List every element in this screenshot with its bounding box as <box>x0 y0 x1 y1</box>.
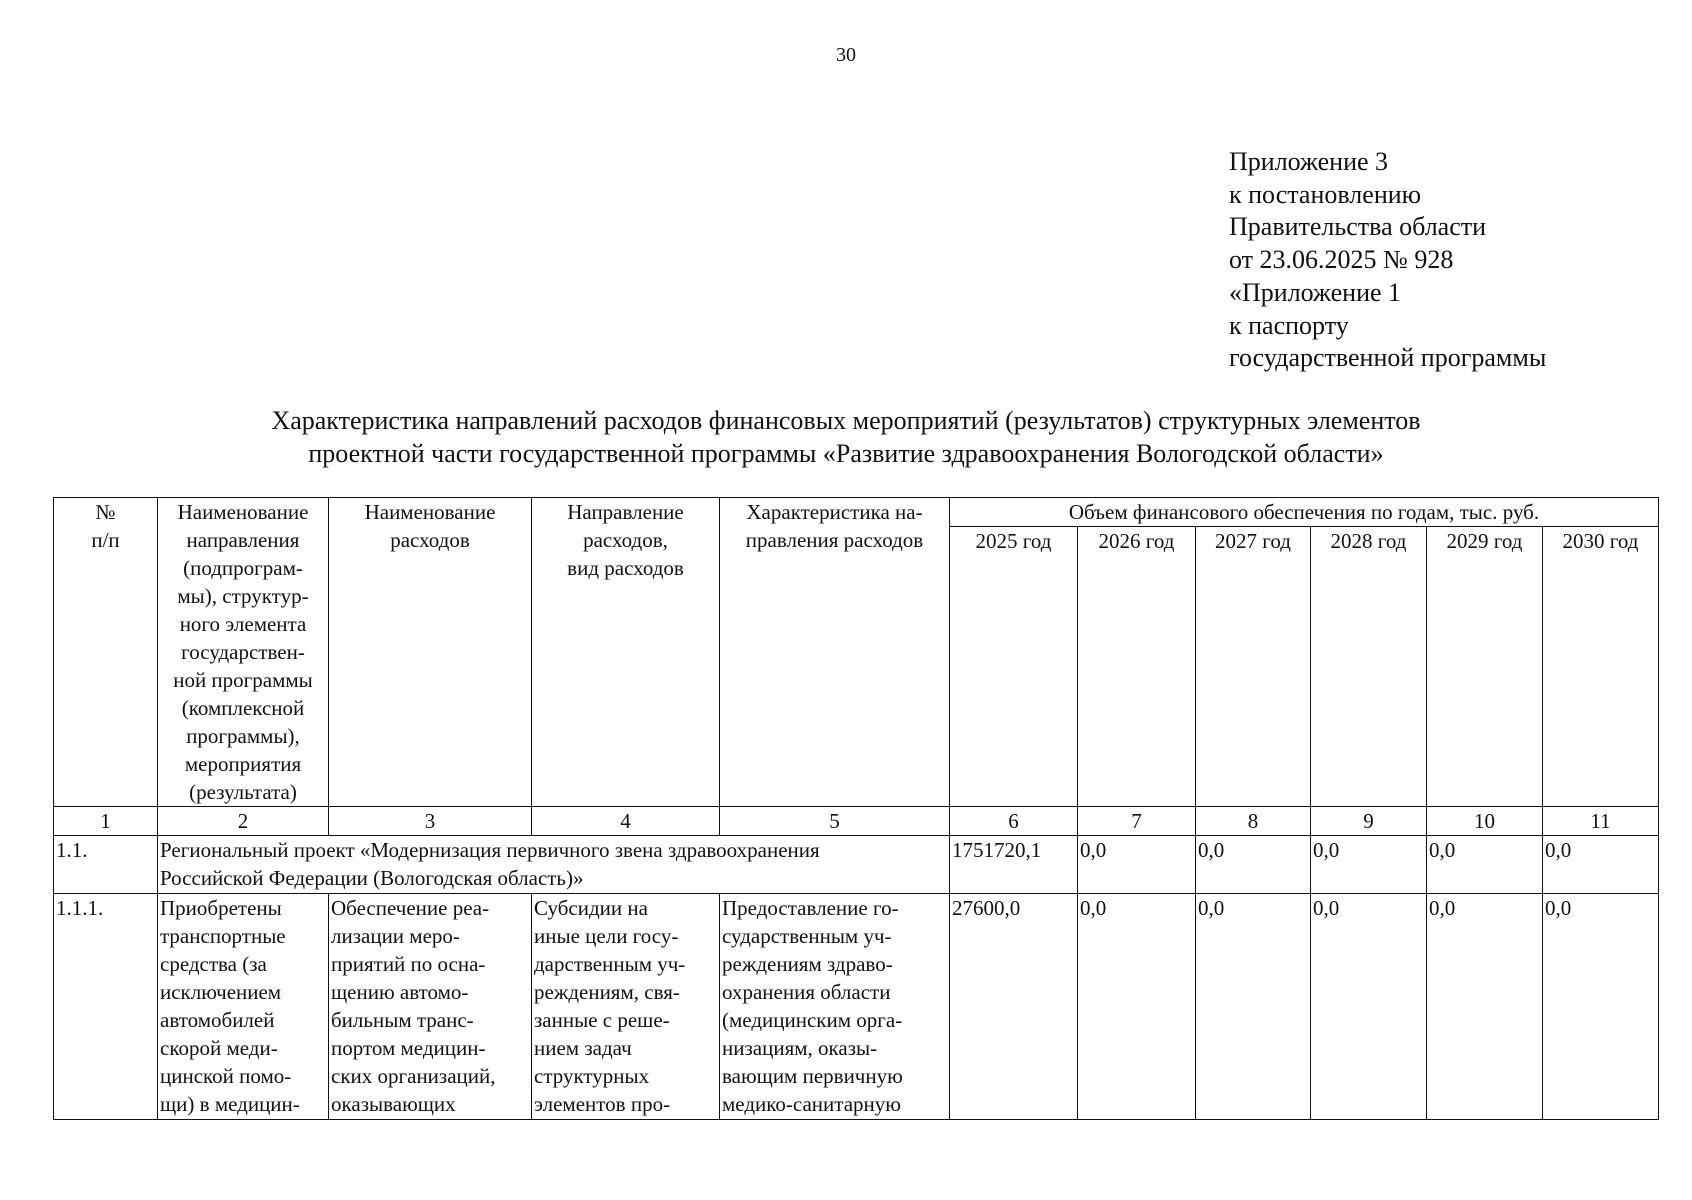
row-expense-direction: Субсидии на иные цели госу- дарственным уч- реждениям, свя- занные с реше- нием задач структурных элементов про- <box>532 894 720 1120</box>
header-year: 2025 год <box>950 527 1078 807</box>
header-year: 2029 год <box>1427 527 1543 807</box>
appendix-block <box>1229 146 1669 375</box>
header-expense-direction: Направление расходов, вид расходов <box>532 498 720 807</box>
appendix-line: Приложение 3 <box>1229 147 1389 176</box>
appendix-line: «Приложение 1 <box>1229 277 1402 307</box>
column-number: 1 <box>54 807 158 836</box>
header-direction-name: Наименование направления (подпрограм- мы), структур- ного элемента государствен- ной программы (комплексной программы), мероприятия (результата) <box>158 498 329 807</box>
row-number: 1.1.1. <box>54 894 158 1120</box>
appendix-line: государственной программы <box>1229 343 1547 373</box>
column-number: 10 <box>1427 807 1543 836</box>
column-numbers-row <box>54 807 1659 836</box>
funding-table <box>53 497 1659 1120</box>
column-number: 11 <box>1543 807 1659 836</box>
header-year: 2027 год <box>1196 527 1311 807</box>
column-number: 4 <box>532 807 720 836</box>
header-year: 2028 год <box>1311 527 1427 807</box>
row-value-2028: 0,0 <box>1311 836 1427 894</box>
title-line-2: проектной части государственной программы «Развитие здравоохранения Вологодской области» <box>308 439 1384 468</box>
row-value-2025: 27600,0 <box>950 894 1078 1120</box>
row-number: 1.1. <box>54 836 158 894</box>
header-funding-group: Объем финансового обеспечения по годам, тыс. руб. <box>950 498 1659 527</box>
appendix-line: от 23.06.2025 № 928 <box>1229 245 1454 275</box>
row-result-name: Приобретены транспортные средства (за исключением автомобилей скорой меди- цинской помо- щи) в медицин- <box>158 894 329 1120</box>
header-characteristic: Характеристика на- правления расходов <box>720 498 950 807</box>
row-value-2027: 0,0 <box>1196 836 1311 894</box>
document-title <box>0 404 1692 470</box>
column-number: 7 <box>1078 807 1196 836</box>
row-value-2025: 1751720,1 <box>950 836 1078 894</box>
column-number: 5 <box>720 807 950 836</box>
title-line-1: Характеристика направлений расходов финансовых мероприятий (результатов) структурных элементов <box>271 406 1421 435</box>
row-characteristic: Предоставление го- сударственным уч- реждениям здраво- охранения области (медицинским орга- низациям, оказы- вающим первичную медико-санитарную <box>720 894 950 1120</box>
column-number: 9 <box>1311 807 1427 836</box>
table-row <box>54 894 1659 1120</box>
row-project-name: Региональный проект «Модернизация первичного звена здравоохранения Российской Федерации (Вологодская область)» <box>158 836 950 894</box>
row-value-2027: 0,0 <box>1196 894 1311 1120</box>
header-year: 2026 год <box>1078 527 1196 807</box>
row-value-2026: 0,0 <box>1078 894 1196 1120</box>
row-value-2028: 0,0 <box>1311 894 1427 1120</box>
appendix-line: к постановлению <box>1229 179 1422 209</box>
row-value-2029: 0,0 <box>1427 894 1543 1120</box>
header-number: № п/п <box>54 498 158 807</box>
appendix-line: Правительства области <box>1229 212 1487 242</box>
row-value-2030: 0,0 <box>1543 836 1659 894</box>
table-row <box>54 836 1659 894</box>
appendix-line: к паспорту <box>1229 310 1349 340</box>
row-expense-name: Обеспечение реа- лизации меро- приятий по осна- щению автомо- бильным транс- портом медицин- ских организаций, оказывающих <box>329 894 532 1120</box>
column-number: 6 <box>950 807 1078 836</box>
header-year: 2030 год <box>1543 527 1659 807</box>
column-number: 3 <box>329 807 532 836</box>
row-value-2026: 0,0 <box>1078 836 1196 894</box>
column-number: 2 <box>158 807 329 836</box>
row-value-2029: 0,0 <box>1427 836 1543 894</box>
page-number: 30 <box>836 44 856 66</box>
row-value-2030: 0,0 <box>1543 894 1659 1120</box>
column-number: 8 <box>1196 807 1311 836</box>
header-expense-name: Наименование расходов <box>329 498 532 807</box>
